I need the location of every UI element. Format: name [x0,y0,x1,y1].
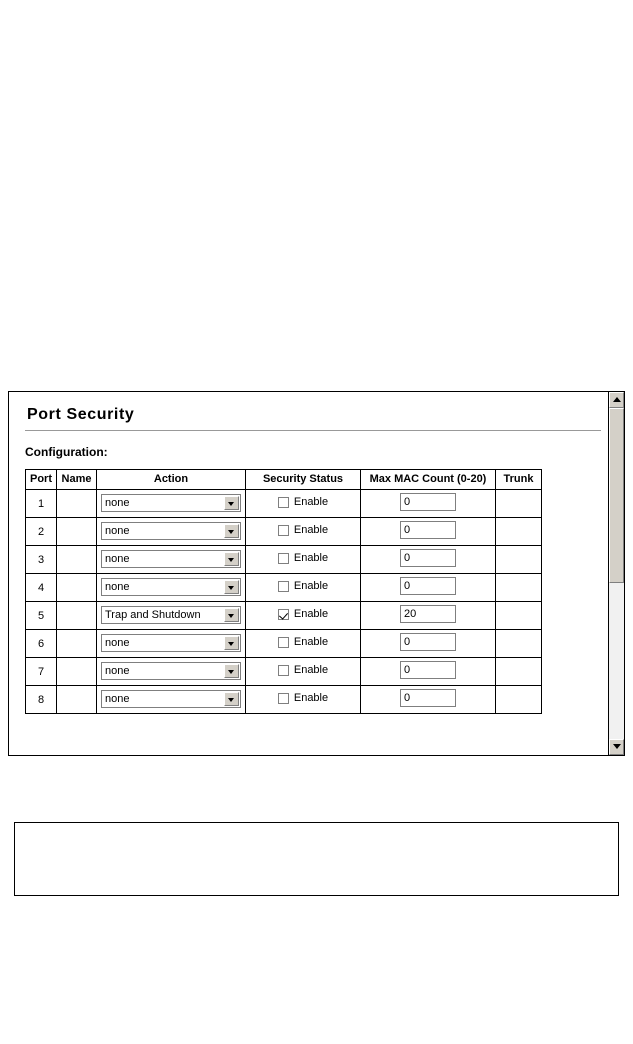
action-select-value: none [105,552,130,565]
enable-label: Enable [293,524,329,537]
chevron-down-icon[interactable] [224,580,239,594]
security-status-toggle[interactable] [278,608,328,620]
cell-max-mac [361,630,496,658]
enable-checkbox[interactable] [278,553,289,564]
cell-port: 1 [26,490,57,518]
table-row [26,490,542,518]
table-row [26,602,542,630]
cell-security-status [246,490,361,518]
table-row [26,658,542,686]
chevron-down-icon[interactable] [224,692,239,706]
cell-trunk [496,490,542,518]
action-select-value: Trap and Shutdown [105,608,201,621]
cell-max-mac [361,546,496,574]
action-select[interactable] [101,690,241,708]
cell-max-mac [361,658,496,686]
port-security-table [25,469,542,714]
cell-action [97,574,246,602]
chevron-down-icon[interactable] [224,608,239,622]
cell-port: 3 [26,546,57,574]
cell-trunk [496,686,542,714]
scrollbar-thumb[interactable] [609,408,624,583]
action-select-value: none [105,496,130,509]
cell-trunk [496,658,542,686]
table-row [26,630,542,658]
enable-checkbox[interactable] [278,637,289,648]
action-select[interactable] [101,578,241,596]
enable-label: Enable [293,608,329,621]
table-row [26,546,542,574]
enable-checkbox[interactable] [278,693,289,704]
header-trunk: Trunk [496,470,542,490]
security-status-toggle[interactable] [278,664,328,676]
cell-security-status [246,546,361,574]
chevron-down-icon[interactable] [224,636,239,650]
header-name: Name [57,470,97,490]
cell-action [97,658,246,686]
cell-name [57,602,97,630]
cell-name [57,490,97,518]
action-select[interactable] [101,662,241,680]
cell-port: 6 [26,630,57,658]
enable-checkbox[interactable] [278,497,289,508]
cell-action [97,602,246,630]
enable-label: Enable [293,692,329,705]
action-select-value: none [105,580,130,593]
port-security-panel [8,391,625,756]
chevron-down-icon[interactable] [224,496,239,510]
header-max-mac-count: Max MAC Count (0-20) [361,470,496,490]
cell-name [57,630,97,658]
cell-action [97,546,246,574]
table-row [26,518,542,546]
max-mac-input[interactable]: 0 [400,521,456,539]
enable-label: Enable [293,580,329,593]
header-security-status: Security Status [246,470,361,490]
action-select[interactable] [101,494,241,512]
cell-trunk [496,518,542,546]
security-status-toggle[interactable] [278,496,328,508]
cell-trunk [496,630,542,658]
max-mac-input[interactable]: 0 [400,549,456,567]
cell-trunk [496,602,542,630]
note-box [14,822,619,896]
action-select[interactable] [101,606,241,624]
enable-checkbox[interactable] [278,665,289,676]
panel-content [9,392,608,755]
security-status-toggle[interactable] [278,552,328,564]
cell-port: 4 [26,574,57,602]
action-select-value: none [105,692,130,705]
enable-checkbox[interactable] [278,525,289,536]
max-mac-input[interactable]: 0 [400,689,456,707]
enable-label: Enable [293,636,329,649]
cell-name [57,546,97,574]
cell-security-status [246,574,361,602]
security-status-toggle[interactable] [278,636,328,648]
header-action: Action [97,470,246,490]
max-mac-input[interactable]: 0 [400,493,456,511]
cell-trunk [496,546,542,574]
cell-security-status [246,602,361,630]
table-row [26,574,542,602]
configuration-label: Configuration: [25,445,108,459]
max-mac-input[interactable]: 0 [400,577,456,595]
triangle-down-icon [613,744,621,749]
cell-action [97,630,246,658]
cell-action [97,518,246,546]
action-select-value: none [105,664,130,677]
cell-action [97,490,246,518]
chevron-down-icon[interactable] [224,664,239,678]
security-status-toggle[interactable] [278,524,328,536]
chevron-down-icon[interactable] [224,524,239,538]
cell-port: 5 [26,602,57,630]
scroll-down-button[interactable] [609,739,624,755]
enable-checkbox[interactable] [278,609,289,620]
cell-name [57,574,97,602]
cell-port: 7 [26,658,57,686]
enable-label: Enable [293,552,329,565]
cell-security-status [246,630,361,658]
title-divider [25,430,601,431]
scroll-up-button[interactable] [609,392,624,408]
action-select[interactable] [101,522,241,540]
action-select-value: none [105,636,130,649]
chevron-down-icon[interactable] [224,552,239,566]
action-select[interactable] [101,634,241,652]
enable-label: Enable [293,664,329,677]
cell-action [97,686,246,714]
cell-name [57,686,97,714]
cell-port: 8 [26,686,57,714]
cell-max-mac [361,518,496,546]
max-mac-input[interactable]: 0 [400,661,456,679]
security-status-toggle[interactable] [278,580,328,592]
vertical-scrollbar[interactable] [608,392,624,755]
action-select-value: none [105,524,130,537]
table-body [26,490,542,714]
cell-security-status [246,686,361,714]
scrollbar-track[interactable] [609,408,624,739]
page-title: Port Security [27,406,135,423]
cell-port: 2 [26,518,57,546]
cell-security-status [246,518,361,546]
enable-label: Enable [293,496,329,509]
table-row [26,686,542,714]
cell-max-mac [361,574,496,602]
cell-name [57,658,97,686]
cell-max-mac [361,490,496,518]
security-status-toggle[interactable] [278,692,328,704]
max-mac-input[interactable]: 20 [400,605,456,623]
header-port: Port [26,470,57,490]
cell-name [57,518,97,546]
cell-max-mac [361,602,496,630]
cell-max-mac [361,686,496,714]
cell-security-status [246,658,361,686]
cell-trunk [496,574,542,602]
table-header-row [26,470,542,490]
action-select[interactable] [101,550,241,568]
triangle-up-icon [613,397,621,402]
max-mac-input[interactable]: 0 [400,633,456,651]
enable-checkbox[interactable] [278,581,289,592]
